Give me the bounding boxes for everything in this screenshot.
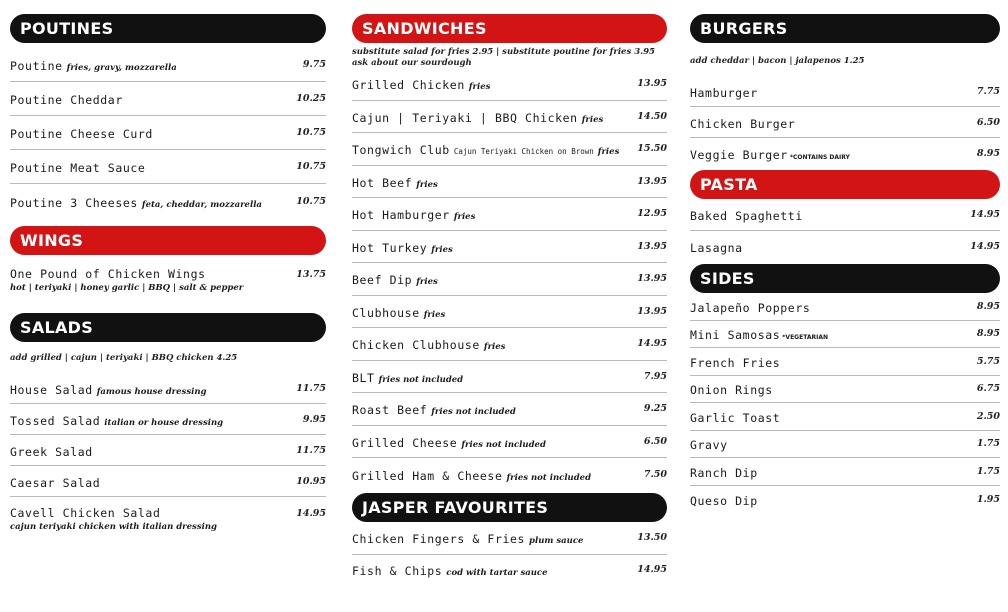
item-price: 1.75 xyxy=(976,438,1000,450)
item-desc: fries not included xyxy=(506,472,592,483)
menu-item xyxy=(690,293,1000,321)
item-price: 13.50 xyxy=(637,532,667,543)
menu-item xyxy=(690,321,1000,349)
menu-item xyxy=(690,486,1000,514)
menu-item xyxy=(10,404,326,435)
item-name: Chicken Fingers & Fries xyxy=(352,532,526,546)
item-name: Poutine Cheddar xyxy=(10,93,123,107)
item-desc: fries xyxy=(423,309,446,320)
item-name: Hot Beef xyxy=(352,175,413,190)
item-desc: fries xyxy=(416,277,438,288)
menu-item xyxy=(352,361,667,394)
item-price: 10.25 xyxy=(296,93,326,104)
item-note: *CONTAINS DAIRY xyxy=(789,154,850,161)
item-price: 14.95 xyxy=(637,338,667,350)
item-desc: italian or house dressing xyxy=(104,417,224,428)
menu-item xyxy=(10,116,326,150)
burgers-note: add cheddar | bacon | jalapenos 1.25 xyxy=(690,56,865,66)
item-price: 8.95 xyxy=(976,300,1000,312)
item-desc: fries xyxy=(581,114,604,125)
item-price: 10.75 xyxy=(296,195,326,207)
menu-item xyxy=(690,76,1000,107)
item-price: 10.75 xyxy=(296,161,326,172)
menu-item xyxy=(690,431,1000,459)
item-name: Tossed Salad xyxy=(10,413,101,428)
salads-note: add grilled | cajun | teriyaki | BBQ chicken 4.25 xyxy=(10,353,238,363)
salads-banner xyxy=(10,313,326,342)
item-name: Gravy xyxy=(690,438,728,453)
item-name: Hot Turkey xyxy=(352,240,428,255)
item-price: 8.95 xyxy=(976,148,1000,159)
menu-item xyxy=(10,373,326,404)
menu-item xyxy=(352,166,667,199)
item-name: French Fries xyxy=(690,355,781,370)
item-price: 10.95 xyxy=(296,475,326,487)
item-name: Grilled Cheese xyxy=(352,435,458,450)
menu-item xyxy=(690,458,1000,486)
item-name: Garlic Toast xyxy=(690,410,781,425)
item-price: 12.95 xyxy=(637,208,667,220)
item-name: Poutine Meat Sauce xyxy=(10,161,146,175)
item-name: Grilled Chicken xyxy=(352,78,465,93)
menu-item xyxy=(352,555,667,585)
item-name: Cajun | Teriyaki | BBQ Chicken xyxy=(352,110,578,125)
menu-item xyxy=(10,48,326,82)
item-name: Queso Dip xyxy=(690,493,758,508)
column-left xyxy=(10,14,326,537)
item-price: 8.95 xyxy=(976,328,1000,340)
poutines-banner xyxy=(10,14,326,43)
item-desc: cod with tartar sauce xyxy=(446,568,548,578)
item-name: One Pound of Chicken Wings xyxy=(10,267,206,281)
item-price: 6.50 xyxy=(643,435,667,447)
item-price: 13.95 xyxy=(637,78,667,90)
item-price: 1.75 xyxy=(976,465,1000,477)
sandwiches-note: substitute salad for fries 2.95 | substitute poutine for fries 3.95 xyxy=(352,47,655,57)
item-price: 10.75 xyxy=(296,127,326,138)
menu-item xyxy=(690,107,1000,138)
item-price: 9.95 xyxy=(302,413,326,425)
item-desc: fries xyxy=(453,212,476,223)
pasta-title: PASTA xyxy=(700,175,758,194)
item-name: Chicken Burger xyxy=(690,116,796,131)
menu-item xyxy=(352,522,667,555)
item-desc: fries not included xyxy=(461,439,546,450)
item-name: Lasagna xyxy=(690,241,743,255)
menu-item xyxy=(690,231,1000,262)
menu-item xyxy=(10,255,326,307)
jasper-favourites-title: JASPER FAVOURITES xyxy=(362,497,549,517)
item-name: Onion Rings xyxy=(690,383,773,398)
menu-item xyxy=(352,133,667,166)
sides-banner xyxy=(690,264,1000,293)
item-name: Beef Dip xyxy=(352,273,413,288)
item-desc: fries not included xyxy=(378,374,464,385)
item-price: 13.75 xyxy=(296,268,326,280)
item-price: 1.95 xyxy=(976,493,1000,505)
menu-item xyxy=(352,231,667,264)
menu-item xyxy=(690,376,1000,404)
item-desc: plum sauce xyxy=(529,536,584,546)
menu-item xyxy=(352,458,667,491)
menu-item xyxy=(690,138,1000,169)
menu-item xyxy=(10,82,326,116)
item-price: 6.75 xyxy=(976,383,1000,395)
item-desc-small: Cajun Teriyaki Chicken on Brown xyxy=(453,147,594,157)
menu-item xyxy=(352,426,667,459)
salads-title: SALADS xyxy=(20,318,94,337)
menu-item xyxy=(690,199,1000,231)
item-price: 14.95 xyxy=(970,241,1000,252)
item-name: Tongwich Club xyxy=(352,143,450,158)
sandwiches-note-2: ask about our sourdough xyxy=(352,58,472,68)
item-name: Cavell Chicken Salad xyxy=(10,506,161,520)
item-name: Roast Beef xyxy=(352,403,428,418)
menu-item xyxy=(10,466,326,497)
item-name: Veggie Burger xyxy=(690,148,788,162)
pasta-banner xyxy=(690,170,1000,199)
item-name: Baked Spaghetti xyxy=(690,209,803,223)
item-price: 14.95 xyxy=(970,209,1000,220)
item-name: Grilled Ham & Cheese xyxy=(352,468,503,483)
item-desc: feta, cheddar, mozzarella xyxy=(141,199,262,210)
item-name: Hot Hamburger xyxy=(352,208,450,223)
column-right xyxy=(690,14,1000,513)
item-desc: fries xyxy=(597,147,620,158)
item-sub: hot | teriyaki | honey garlic | BBQ | salt & pepper xyxy=(10,283,244,293)
item-note: *VEGETARIAN xyxy=(782,334,828,342)
item-name: Poutine Cheese Curd xyxy=(10,127,153,141)
item-name: Greek Salad xyxy=(10,444,93,459)
item-price: 13.95 xyxy=(637,240,667,252)
menu-item xyxy=(352,296,667,329)
wings-title: WINGS xyxy=(20,231,84,250)
item-price: 7.75 xyxy=(976,85,1000,97)
menu-item xyxy=(10,435,326,466)
menu-item xyxy=(352,263,667,296)
item-price: 2.50 xyxy=(976,410,1000,422)
item-name: Ranch Dip xyxy=(690,465,758,480)
item-desc: fries xyxy=(416,179,438,190)
column-middle xyxy=(352,14,667,585)
item-desc: fries xyxy=(468,82,491,93)
item-price: 14.95 xyxy=(296,507,326,519)
sandwiches-title: SANDWICHES xyxy=(362,19,487,38)
item-sub: cajun teriyaki chicken with italian dressing xyxy=(10,522,217,532)
wings-banner xyxy=(10,226,326,255)
item-desc: fries, gravy, mozzarella xyxy=(66,63,177,73)
item-desc: fries not included xyxy=(431,407,516,418)
menu-item xyxy=(10,150,326,184)
item-price: 7.50 xyxy=(643,468,667,480)
item-price: 11.75 xyxy=(296,382,326,394)
menu-item xyxy=(690,403,1000,431)
item-name: House Salad xyxy=(10,382,93,397)
menu-item xyxy=(352,101,667,134)
item-name: Chicken Clubhouse xyxy=(352,338,480,353)
poutines-title: POUTINES xyxy=(20,19,114,38)
item-name: Hamburger xyxy=(690,85,758,100)
menu-item xyxy=(352,393,667,426)
item-name: Fish & Chips xyxy=(352,564,443,578)
item-name: Caesar Salad xyxy=(10,475,101,490)
sides-title: SIDES xyxy=(700,269,755,288)
item-price: 9.25 xyxy=(643,403,667,415)
item-name: Clubhouse xyxy=(352,305,420,320)
item-price: 6.50 xyxy=(976,116,1000,128)
burgers-title: BURGERS xyxy=(700,19,788,38)
item-price: 5.75 xyxy=(976,355,1000,367)
menu-item xyxy=(690,348,1000,376)
item-price: 13.95 xyxy=(637,175,667,187)
item-price: 9.75 xyxy=(302,59,326,70)
item-price: 13.95 xyxy=(637,273,667,285)
menu-item xyxy=(10,497,326,537)
item-name: BLT xyxy=(352,370,375,385)
item-name: Mini Samosas xyxy=(690,328,781,343)
item-desc: fries xyxy=(483,342,506,353)
item-price: 14.95 xyxy=(637,564,667,575)
jasper-favourites-banner xyxy=(352,493,667,522)
menu-item xyxy=(352,328,667,361)
item-name: Poutine 3 Cheeses xyxy=(10,195,138,210)
item-price: 15.50 xyxy=(637,143,667,155)
sandwiches-banner xyxy=(352,14,667,43)
item-name: Poutine xyxy=(10,59,63,73)
item-desc: fries xyxy=(431,244,453,255)
menu-item xyxy=(10,184,326,218)
item-price: 11.75 xyxy=(296,444,326,456)
item-price: 13.95 xyxy=(637,305,667,317)
item-name: Jalapeño Poppers xyxy=(690,300,811,315)
item-desc: famous house dressing xyxy=(96,386,207,397)
menu-item xyxy=(352,68,667,101)
item-price: 7.95 xyxy=(643,370,667,382)
item-price: 14.50 xyxy=(637,110,667,122)
menu-item xyxy=(352,198,667,231)
burgers-banner xyxy=(690,14,1000,43)
